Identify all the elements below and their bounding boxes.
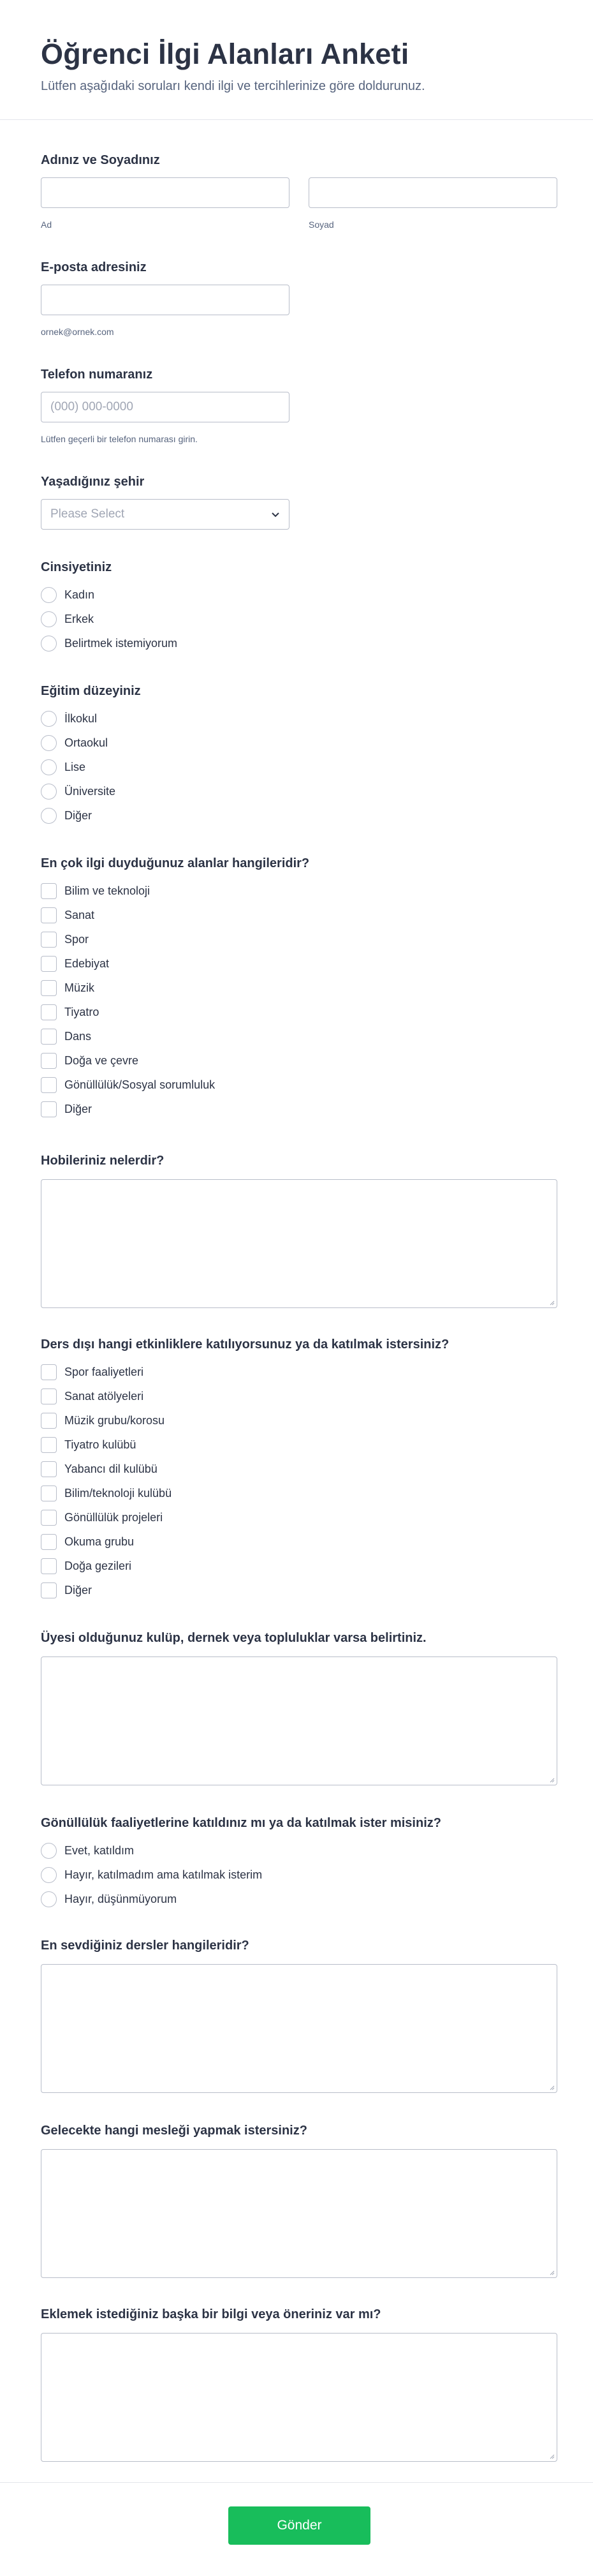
chevron-down-icon xyxy=(271,510,280,519)
radio-option[interactable] xyxy=(41,758,85,776)
email-field[interactable] xyxy=(41,285,289,315)
checkbox[interactable] xyxy=(41,1004,57,1020)
option-label: Dans xyxy=(64,1029,92,1043)
radio-button[interactable] xyxy=(41,1843,57,1859)
checkbox[interactable] xyxy=(41,1485,57,1501)
radio-option[interactable] xyxy=(41,1866,262,1884)
checkbox[interactable] xyxy=(41,980,57,996)
option-label: Okuma grubu xyxy=(64,1535,135,1548)
activities-section xyxy=(41,1337,557,1597)
career-label: Gelecekte hangi mesleği yapmak istersiniz? xyxy=(41,2124,307,2138)
clubs-section xyxy=(41,1631,557,1646)
resize-grip-icon[interactable] xyxy=(548,2084,555,2090)
city-select[interactable] xyxy=(41,499,289,530)
option-label: Tiyatro xyxy=(64,1005,99,1018)
checkbox[interactable] xyxy=(41,1582,57,1598)
checkbox[interactable] xyxy=(41,1510,57,1526)
option-label: Evet, katıldım xyxy=(64,1843,135,1857)
checkbox[interactable] xyxy=(41,1053,57,1069)
extra-section xyxy=(41,2307,557,2322)
checkbox[interactable] xyxy=(41,1413,57,1429)
option-label: Doğa ve çevre xyxy=(64,1053,139,1067)
form-header xyxy=(0,0,593,120)
first-name-input[interactable] xyxy=(41,177,289,208)
radio-button[interactable] xyxy=(41,636,57,651)
checkbox-option[interactable] xyxy=(41,930,89,948)
checkbox-option[interactable] xyxy=(41,1460,157,1478)
favorite-courses-label: En sevdiğiniz dersler hangileridir? xyxy=(41,1939,249,1953)
option-label: Bilim ve teknoloji xyxy=(64,884,150,897)
favorite-courses-textarea[interactable] xyxy=(41,1964,557,2093)
resize-grip-icon[interactable] xyxy=(548,2453,555,2459)
checkbox[interactable] xyxy=(41,932,57,948)
radio-button[interactable] xyxy=(41,808,57,824)
radio-button[interactable] xyxy=(41,735,57,751)
activities-label: Ders dışı hangi etkinliklere katılıyorsunuz ya da katılmak istersiniz? xyxy=(41,1337,450,1351)
option-label: Erkek xyxy=(64,612,94,625)
checkbox-option[interactable] xyxy=(41,1100,92,1118)
education-label: Eğitim düzeyiniz xyxy=(41,684,141,698)
option-label: Doğa gezileri xyxy=(64,1559,132,1572)
checkbox-option[interactable] xyxy=(41,1027,91,1045)
radio-option[interactable] xyxy=(41,586,94,604)
extra-textarea[interactable] xyxy=(41,2333,557,2462)
checkbox[interactable] xyxy=(41,1364,57,1380)
city-select-value: Please Select xyxy=(50,507,125,521)
email-sublabel: ornek@ornek.com xyxy=(41,327,114,337)
education-section xyxy=(41,684,557,822)
phone-label: Telefon numaranız xyxy=(41,368,153,382)
option-label: Hayır, katılmadım ama katılmak isterim xyxy=(64,1868,263,1881)
checkbox-option[interactable] xyxy=(41,1363,143,1381)
radio-button[interactable] xyxy=(41,611,57,627)
checkbox-option[interactable] xyxy=(41,1533,134,1551)
option-label: Lise xyxy=(64,760,86,773)
last-name-sublabel: Soyad xyxy=(309,220,334,230)
email-section xyxy=(41,260,557,337)
hobbies-textarea[interactable] xyxy=(41,1179,557,1308)
option-label: Tiyatro kulübü xyxy=(64,1438,136,1451)
phone-field[interactable] xyxy=(41,392,289,422)
checkbox[interactable] xyxy=(41,1101,57,1117)
page-subtitle: Lütfen aşağıdaki soruları kendi ilgi ve tercihlerinize göre doldurunuz. xyxy=(41,79,425,93)
extra-label: Eklemek istediğiniz başka bir bilgi veya öneriniz var mı? xyxy=(41,2307,381,2321)
radio-option[interactable] xyxy=(41,782,115,800)
last-name-input[interactable] xyxy=(309,177,557,208)
radio-option[interactable] xyxy=(41,807,92,824)
checkbox[interactable] xyxy=(41,1558,57,1574)
radio-button[interactable] xyxy=(41,784,57,800)
option-label: Spor xyxy=(64,932,89,946)
checkbox-option[interactable] xyxy=(41,1436,136,1454)
career-textarea[interactable] xyxy=(41,2149,557,2278)
radio-button[interactable] xyxy=(41,587,57,603)
checkbox-option[interactable] xyxy=(41,1387,143,1405)
volunteer-section xyxy=(41,1816,557,1905)
name-label: Adınız ve Soyadınız xyxy=(41,153,160,167)
checkbox[interactable] xyxy=(41,883,57,899)
submit-button[interactable]: Gönder xyxy=(228,2506,370,2545)
gender-section xyxy=(41,560,557,650)
resize-grip-icon[interactable] xyxy=(548,1776,555,1783)
option-label: Edebiyat xyxy=(64,957,110,970)
checkbox-option[interactable] xyxy=(41,1003,99,1021)
checkbox[interactable] xyxy=(41,1534,57,1550)
option-label: Sanat atölyeleri xyxy=(64,1389,144,1403)
option-label: Müzik xyxy=(64,981,95,994)
option-label: Diğer xyxy=(64,1583,92,1597)
option-label: Diğer xyxy=(64,808,92,822)
checkbox[interactable] xyxy=(41,1029,57,1045)
checkbox[interactable] xyxy=(41,1077,57,1093)
clubs-textarea[interactable] xyxy=(41,1657,557,1785)
interests-section xyxy=(41,856,557,1115)
radio-option[interactable] xyxy=(41,710,97,727)
radio-button[interactable] xyxy=(41,711,57,727)
radio-option[interactable] xyxy=(41,734,108,752)
checkbox-option[interactable] xyxy=(41,955,109,972)
hobbies-section xyxy=(41,1154,557,1168)
option-label: Belirtmek istemiyorum xyxy=(64,636,178,650)
option-label: İlkokul xyxy=(64,711,98,725)
checkbox[interactable] xyxy=(41,1461,57,1477)
option-label: Ortaokul xyxy=(64,736,108,749)
page-title: Öğrenci İlgi Alanları Anketi xyxy=(41,38,409,70)
radio-button[interactable] xyxy=(41,1891,57,1907)
interests-label: En çok ilgi duyduğunuz alanlar hangileridir? xyxy=(41,856,310,870)
option-label: Spor faaliyetleri xyxy=(64,1365,144,1378)
radio-button[interactable] xyxy=(41,1867,57,1883)
favorite-courses-section xyxy=(41,1939,557,1953)
volunteer-label: Gönüllülük faaliyetlerine katıldınız mı ya da katılmak ister misiniz? xyxy=(41,1816,441,1830)
checkbox-option[interactable] xyxy=(41,1484,172,1502)
city-label: Yaşadığınız şehir xyxy=(41,475,145,489)
radio-option[interactable] xyxy=(41,610,94,628)
checkbox[interactable] xyxy=(41,907,57,923)
option-label: Diğer xyxy=(64,1102,92,1115)
phone-sublabel: Lütfen geçerli bir telefon numarası girin. xyxy=(41,434,198,444)
option-label: Gönüllülük projeleri xyxy=(64,1510,163,1524)
first-name-sublabel: Ad xyxy=(41,220,52,230)
checkbox[interactable] xyxy=(41,1437,57,1453)
resize-grip-icon[interactable] xyxy=(548,2269,555,2275)
radio-option[interactable] xyxy=(41,1890,177,1908)
checkbox-option[interactable] xyxy=(41,882,150,900)
option-label: Yabancı dil kulübü xyxy=(64,1462,157,1475)
option-label: Müzik grubu/korosu xyxy=(64,1413,165,1427)
clubs-label: Üyesi olduğunuz kulüp, dernek veya topluluklar varsa belirtiniz. xyxy=(41,1631,427,1645)
checkbox-option[interactable] xyxy=(41,1557,131,1575)
gender-label: Cinsiyetiniz xyxy=(41,560,112,574)
radio-button[interactable] xyxy=(41,759,57,775)
option-label: Sanat xyxy=(64,908,95,921)
option-label: Üniversite xyxy=(64,784,116,798)
phone-section xyxy=(41,368,557,444)
checkbox[interactable] xyxy=(41,956,57,972)
radio-option[interactable] xyxy=(41,1842,134,1859)
email-label: E-posta adresiniz xyxy=(41,260,147,274)
option-label: Bilim/teknoloji kulübü xyxy=(64,1486,172,1500)
checkbox-option[interactable] xyxy=(41,1052,138,1069)
career-section xyxy=(41,2124,557,2138)
city-section xyxy=(41,475,557,521)
form-footer xyxy=(0,2482,593,2576)
radio-option[interactable] xyxy=(41,634,177,652)
checkbox-option[interactable] xyxy=(41,1581,92,1599)
resize-grip-icon[interactable] xyxy=(548,1299,555,1306)
checkbox[interactable] xyxy=(41,1389,57,1404)
hobbies-label: Hobileriniz nelerdir? xyxy=(41,1154,165,1168)
name-section xyxy=(41,153,557,230)
checkbox-option[interactable] xyxy=(41,1076,215,1094)
checkbox-option[interactable] xyxy=(41,906,94,924)
option-label: Hayır, düşünmüyorum xyxy=(64,1892,177,1905)
checkbox-option[interactable] xyxy=(41,979,94,997)
option-label: Gönüllülük/Sosyal sorumluluk xyxy=(64,1078,216,1091)
checkbox-option[interactable] xyxy=(41,1508,163,1526)
checkbox-option[interactable] xyxy=(41,1411,165,1429)
option-label: Kadın xyxy=(64,588,95,601)
